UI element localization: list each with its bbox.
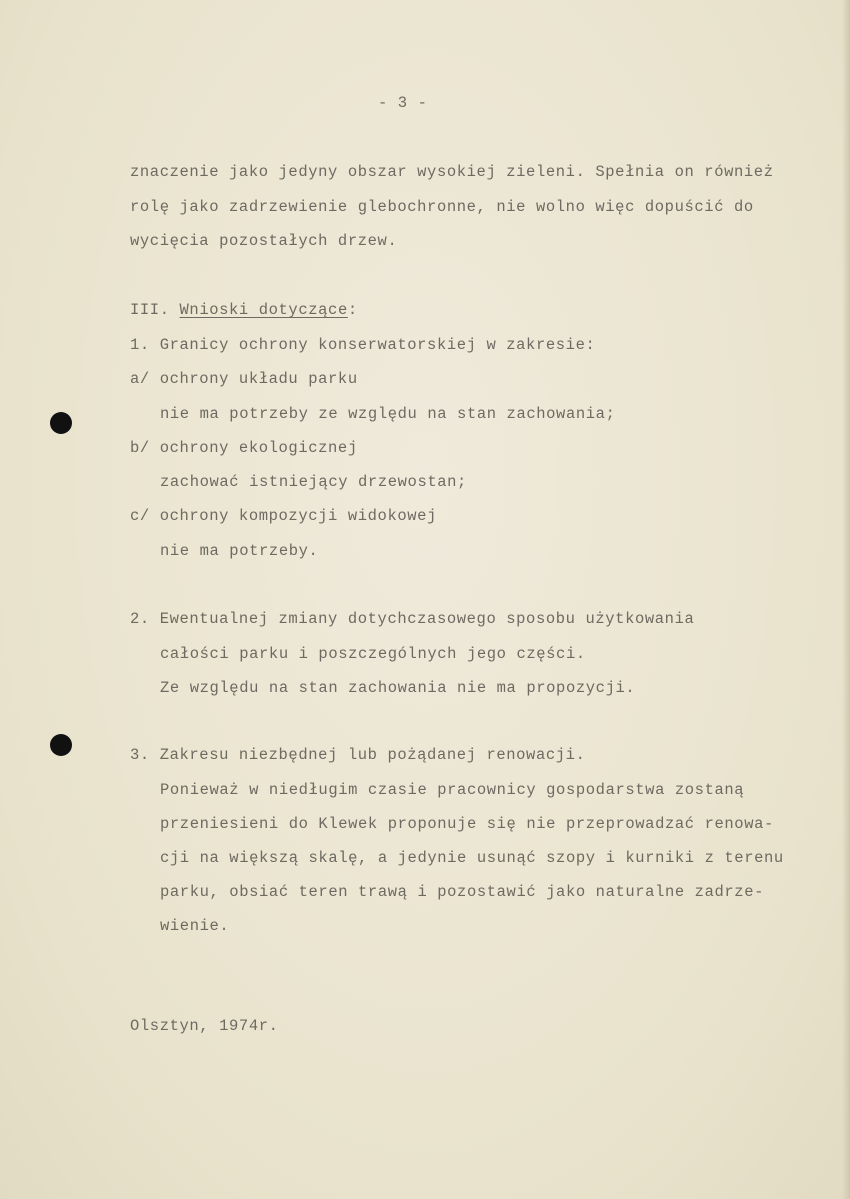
paragraph-line-2: rolę jako zadrzewienie glebochronne, nie wolno więc dopuścić do: [130, 198, 754, 216]
section-heading: [130, 301, 358, 319]
item1-c-label: c/ ochrony kompozycji widokowej: [130, 507, 437, 525]
item1-title: 1. Granicy ochrony konserwatorskiej w zakresie:: [130, 336, 596, 354]
item3-line-5: parku, obsiać teren trawą i pozostawić jako naturalne zadrze-: [160, 883, 764, 901]
section-title: Wnioski dotyczące: [179, 301, 348, 319]
paragraph-line-1: znaczenie jako jedyny obszar wysokiej zieleni. Spełnia on również: [130, 163, 774, 181]
item3-line-4: cji na większą skalę, a jedynie usunąć szopy i kurniki z terenu: [160, 849, 784, 867]
item1-c-text: nie ma potrzeby.: [160, 542, 319, 560]
paragraph-line-3: wycięcia pozostałych drzew.: [130, 232, 398, 250]
item1-b-label: b/ ochrony ekologicznej: [130, 439, 358, 457]
item3-line-1: 3. Zakresu niezbędnej lub pożądanej renowacji.: [130, 746, 586, 764]
item3-line-2: Ponieważ w niedługim czasie pracownicy gospodarstwa zostaną: [160, 781, 745, 799]
item1-a-text: nie ma potrzeby ze względu na stan zachowania;: [160, 405, 616, 423]
item2-line-3: Ze względu na stan zachowania nie ma propozycji.: [160, 679, 636, 697]
item3-line-3: przeniesieni do Klewek proponuje się nie przeprowadzać renowa-: [160, 815, 774, 833]
punch-hole-top: [50, 412, 72, 434]
item1-b-text: zachować istniejący drzewostan;: [160, 473, 467, 491]
item2-line-2: całości parku i poszczególnych jego części.: [160, 645, 586, 663]
section-colon: :: [347, 301, 358, 319]
item2-line-1: 2. Ewentualnej zmiany dotychczasowego sposobu użytkowania: [130, 610, 695, 628]
place-date: Olsztyn, 1974r.: [130, 1017, 279, 1035]
page-number: - 3 -: [378, 94, 428, 112]
item3-line-6: wienie.: [160, 917, 230, 935]
punch-hole-bottom: [50, 734, 72, 756]
page-edge-shadow: [842, 0, 850, 1199]
item1-a-label: a/ ochrony układu parku: [130, 370, 358, 388]
section-number: III.: [130, 301, 180, 319]
